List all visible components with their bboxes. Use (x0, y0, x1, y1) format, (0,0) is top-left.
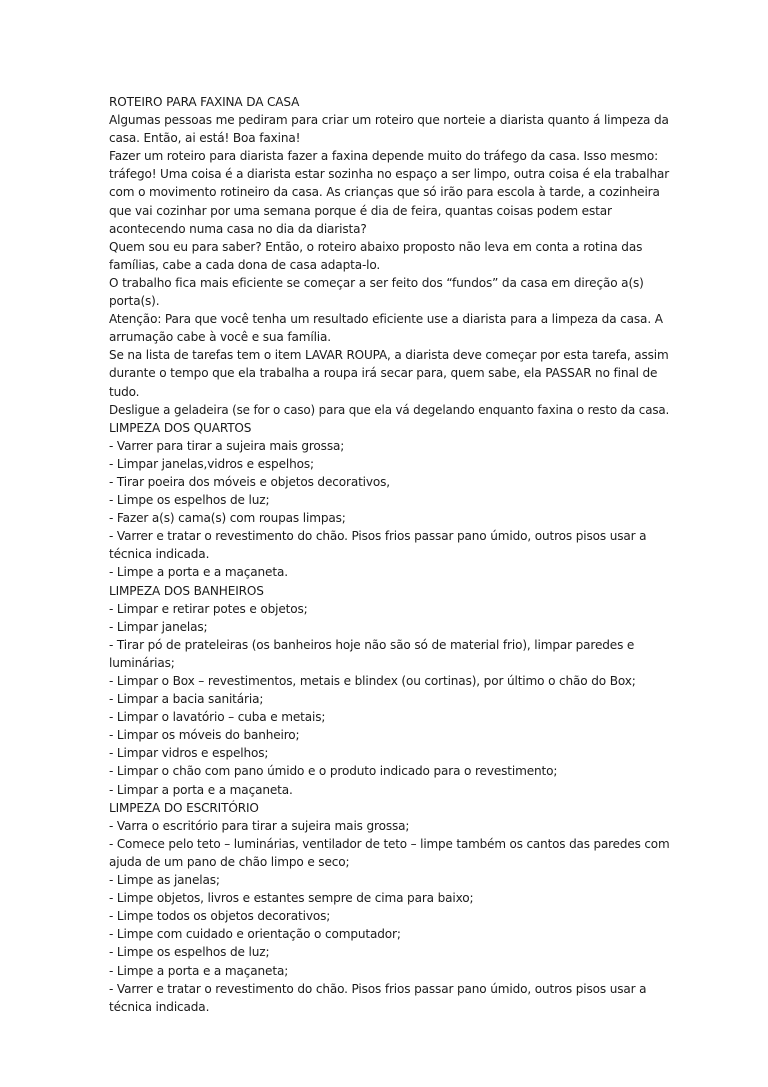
document-body (109, 93, 669, 1016)
text-line: casa. Então, ai está! Boa faxina! (109, 131, 301, 146)
text-line: - Comece pelo teto – luminárias, ventilador de teto – limpe também os cantos das paredes com (109, 836, 670, 851)
text-line: - Limpar os móveis do banheiro; (109, 728, 300, 743)
text-line: - Limpar a bacia sanitária; (109, 692, 264, 707)
text-line: - Limpar o Box – revestimentos, metais e blindex (ou cortinas), por último o chão do Box; (109, 674, 636, 688)
text-line: LIMPEZA DO ESCRITÓRIO (109, 800, 259, 815)
text-line: - Limpar janelas; (109, 619, 208, 634)
text-line: arrumação cabe à você e sua família. (109, 330, 331, 345)
document-title: ROTEIRO PARA FAXINA DA CASA (109, 95, 300, 109)
text-line: técnica indicada. (109, 547, 210, 562)
text-line: técnica indicada. (109, 999, 210, 1014)
text-line: O trabalho fica mais eficiente se começar a ser feito dos “fundos” da casa em direção a(s) (109, 275, 644, 290)
text-line: - Limpe os espelhos de luz; (109, 945, 270, 960)
text-line: Se na lista de tarefas tem o item LAVAR ROUPA, a diarista deve começar por esta tarefa, assim (109, 348, 669, 363)
text-line: - Tirar pó de prateleiras (os banheiros hoje não são só de material frio), limpar paredes e (109, 637, 635, 652)
document-lines (109, 111, 669, 1016)
text-line: - Limpar o lavatório – cuba e metais; (109, 710, 326, 725)
text-line: - Varrer e tratar o revestimento do chão. Pisos frios passar pano úmido, outros pisos usar a (109, 981, 647, 996)
text-line: que vai cozinhar por uma semana porque é dia de feira, quantas coisas podem estar (109, 203, 612, 218)
text-line: - Fazer a(s) cama(s) com roupas limpas; (109, 511, 346, 526)
text-line: - Limpe objetos, livros e estantes sempre de cima para baixo; (109, 891, 474, 906)
text-line: - Limpe a porta e a maçaneta; (109, 963, 289, 978)
text-line: porta(s). (109, 294, 160, 309)
text-line: - Limpar vidros e espelhos; (109, 746, 269, 761)
text-line: ajuda de um pano de chão limpo e seco; (109, 854, 350, 869)
text-line: - Limpar e retirar potes e objetos; (109, 601, 308, 616)
text-line: - Tirar poeira dos móveis e objetos decorativos, (109, 474, 390, 489)
text-line: durante o tempo que ela trabalha a roupa irá secar para, quem sabe, ela PASSAR no final de (109, 366, 658, 381)
text-line: tráfego! Uma coisa é a diarista estar sozinha no espaço a ser limpo, outra coisa é ela trabalhar (109, 167, 670, 182)
text-line: com o movimento rotineiro da casa. As crianças que só irão para escola à tarde, a cozinheira (109, 185, 660, 200)
text-line: - Limpar o chão com pano úmido e o produto indicado para o revestimento; (109, 764, 558, 779)
text-line: - Varrer e tratar o revestimento do chão. Pisos frios passar pano úmido, outros pisos usar a (109, 529, 647, 544)
text-line: Quem sou eu para saber? Então, o roteiro abaixo proposto não leva em conta a rotina das (109, 239, 643, 254)
text-line: - Limpar janelas,vidros e espelhos; (109, 456, 314, 471)
text-line: LIMPEZA DOS QUARTOS (109, 420, 252, 435)
text-line: famílias, cabe a cada dona de casa adapta-lo. (109, 257, 381, 272)
text-line: Atenção: Para que você tenha um resultado eficiente use a diarista para a limpeza da casa. A (109, 312, 663, 327)
text-line: - Varra o escritório para tirar a sujeira mais grossa; (109, 818, 410, 833)
text-line: luminárias; (109, 655, 175, 670)
text-line: tudo. (109, 384, 140, 399)
text-line: Desligue a geladeira (se for o caso) para que ela vá degelando enquanto faxina o resto da casa. (109, 402, 670, 417)
text-line: - Limpe os espelhos de luz; (109, 493, 270, 508)
text-line: - Limpe todos os objetos decorativos; (109, 909, 331, 924)
text-line: - Limpe com cuidado e orientação o computador; (109, 927, 401, 942)
text-line: Algumas pessoas me pediram para criar um roteiro que norteie a diarista quanto á limpeza da (109, 113, 669, 128)
text-line: LIMPEZA DOS BANHEIROS (109, 583, 264, 598)
text-line: - Limpe a porta e a maçaneta. (109, 565, 288, 580)
text-line: - Varrer para tirar a sujeira mais grossa; (109, 438, 345, 453)
text-line: acontecendo numa casa no dia da diarista? (109, 221, 367, 236)
text-line: - Limpar a porta e a maçaneta. (109, 782, 293, 797)
text-line: Fazer um roteiro para diarista fazer a faxina depende muito do tráfego da casa. Isso mesmo: (109, 149, 659, 164)
text-line: - Limpe as janelas; (109, 873, 220, 888)
